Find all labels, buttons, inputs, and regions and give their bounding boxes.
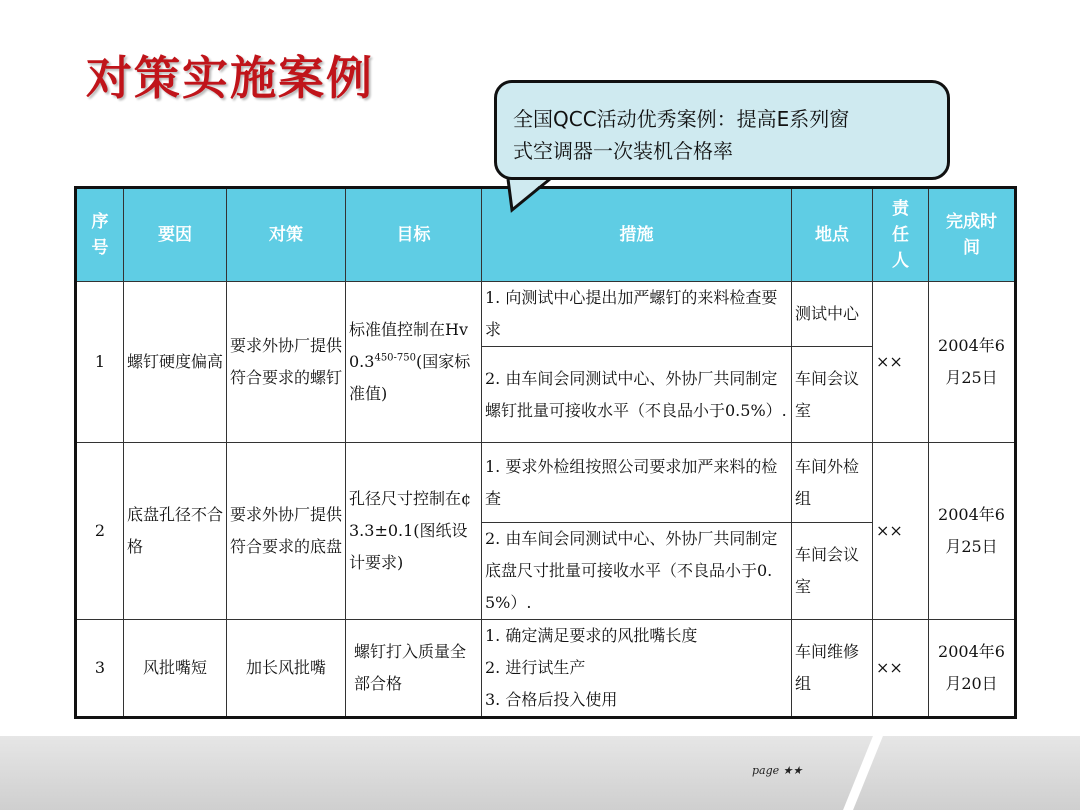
page-mark bbox=[752, 764, 802, 777]
header-person: 责任人 bbox=[873, 188, 929, 282]
cell-cause: 底盘孔径不合格 bbox=[124, 443, 227, 620]
cell-date: 2004年6月25日 bbox=[929, 282, 1016, 443]
table-row bbox=[76, 282, 1016, 347]
table-row bbox=[76, 620, 1016, 718]
cell-target: 螺钉打入质量全部合格 bbox=[346, 620, 482, 718]
cell-person: ×× bbox=[873, 443, 929, 620]
cell-no: 2 bbox=[76, 443, 124, 620]
page-label: page bbox=[752, 764, 780, 777]
callout-box bbox=[494, 80, 950, 180]
header-no: 序号 bbox=[76, 188, 124, 282]
cell-target bbox=[346, 282, 482, 443]
header-date: 完成时间 bbox=[929, 188, 1016, 282]
callout-tail bbox=[500, 176, 560, 216]
cell-person: ×× bbox=[873, 620, 929, 718]
page-title: 对策实施案例 bbox=[86, 51, 374, 105]
cell-date: 2004年6月20日 bbox=[929, 620, 1016, 718]
cell-person: ×× bbox=[873, 282, 929, 443]
header-measures: 措施 bbox=[482, 188, 792, 282]
target-superscript: 450-750 bbox=[374, 352, 417, 364]
cell-location: 车间会议室 bbox=[792, 347, 873, 443]
cell-countermeasure: 要求外协厂提供符合要求的底盘 bbox=[227, 443, 346, 620]
cell-location: 车间会议室 bbox=[792, 523, 873, 620]
cell-cause: 螺钉硬度偏高 bbox=[124, 282, 227, 443]
countermeasure-table bbox=[74, 186, 1017, 719]
cell-measure: 2. 由车间会同测试中心、外协厂共同制定螺钉批量可接收水平（不良品小于0.5%）. bbox=[482, 347, 792, 443]
cell-measure: 2. 由车间会同测试中心、外协厂共同制定底盘尺寸批量可接收水平（不良品小于0.5%）. bbox=[482, 523, 792, 620]
callout-line-2: 式空调器一次装机合格率 bbox=[513, 139, 733, 163]
table-row bbox=[76, 443, 1016, 523]
cell-cause: 风批嘴短 bbox=[124, 620, 227, 718]
target-note: (国家标准值) bbox=[349, 352, 471, 403]
callout-line-1: 全国QCC活动优秀案例：提高E系列窗 bbox=[513, 107, 850, 131]
header-countermeasure: 对策 bbox=[227, 188, 346, 282]
cell-location: 车间外检组 bbox=[792, 443, 873, 523]
header-target: 目标 bbox=[346, 188, 482, 282]
cell-no: 3 bbox=[76, 620, 124, 718]
cell-measure bbox=[482, 620, 792, 718]
measure-line: 1. 确定满足要求的风批嘴长度 bbox=[485, 626, 698, 645]
measure-line: 2. 进行试生产 bbox=[485, 658, 586, 677]
cell-countermeasure: 要求外协厂提供符合要求的螺钉 bbox=[227, 282, 346, 443]
cell-measure: 1. 要求外检组按照公司要求加严来料的检查 bbox=[482, 443, 792, 523]
cell-no: 1 bbox=[76, 282, 124, 443]
cell-location: 测试中心 bbox=[792, 282, 873, 347]
cell-target: 孔径尺寸控制在¢3.3±0.1(图纸设计要求) bbox=[346, 443, 482, 620]
footer-band bbox=[0, 736, 1080, 810]
header-cause: 要因 bbox=[124, 188, 227, 282]
cell-countermeasure: 加长风批嘴 bbox=[227, 620, 346, 718]
cell-date: 2004年6月25日 bbox=[929, 443, 1016, 620]
measure-line: 3. 合格后投入使用 bbox=[485, 690, 618, 709]
header-location: 地点 bbox=[792, 188, 873, 282]
cell-location: 车间维修组 bbox=[792, 620, 873, 718]
target-text: 标准值控制在Hv0.3 bbox=[349, 320, 468, 371]
star-icon: ★★ bbox=[782, 764, 803, 777]
cell-measure: 1. 向测试中心提出加严螺钉的来料检查要求 bbox=[482, 282, 792, 347]
